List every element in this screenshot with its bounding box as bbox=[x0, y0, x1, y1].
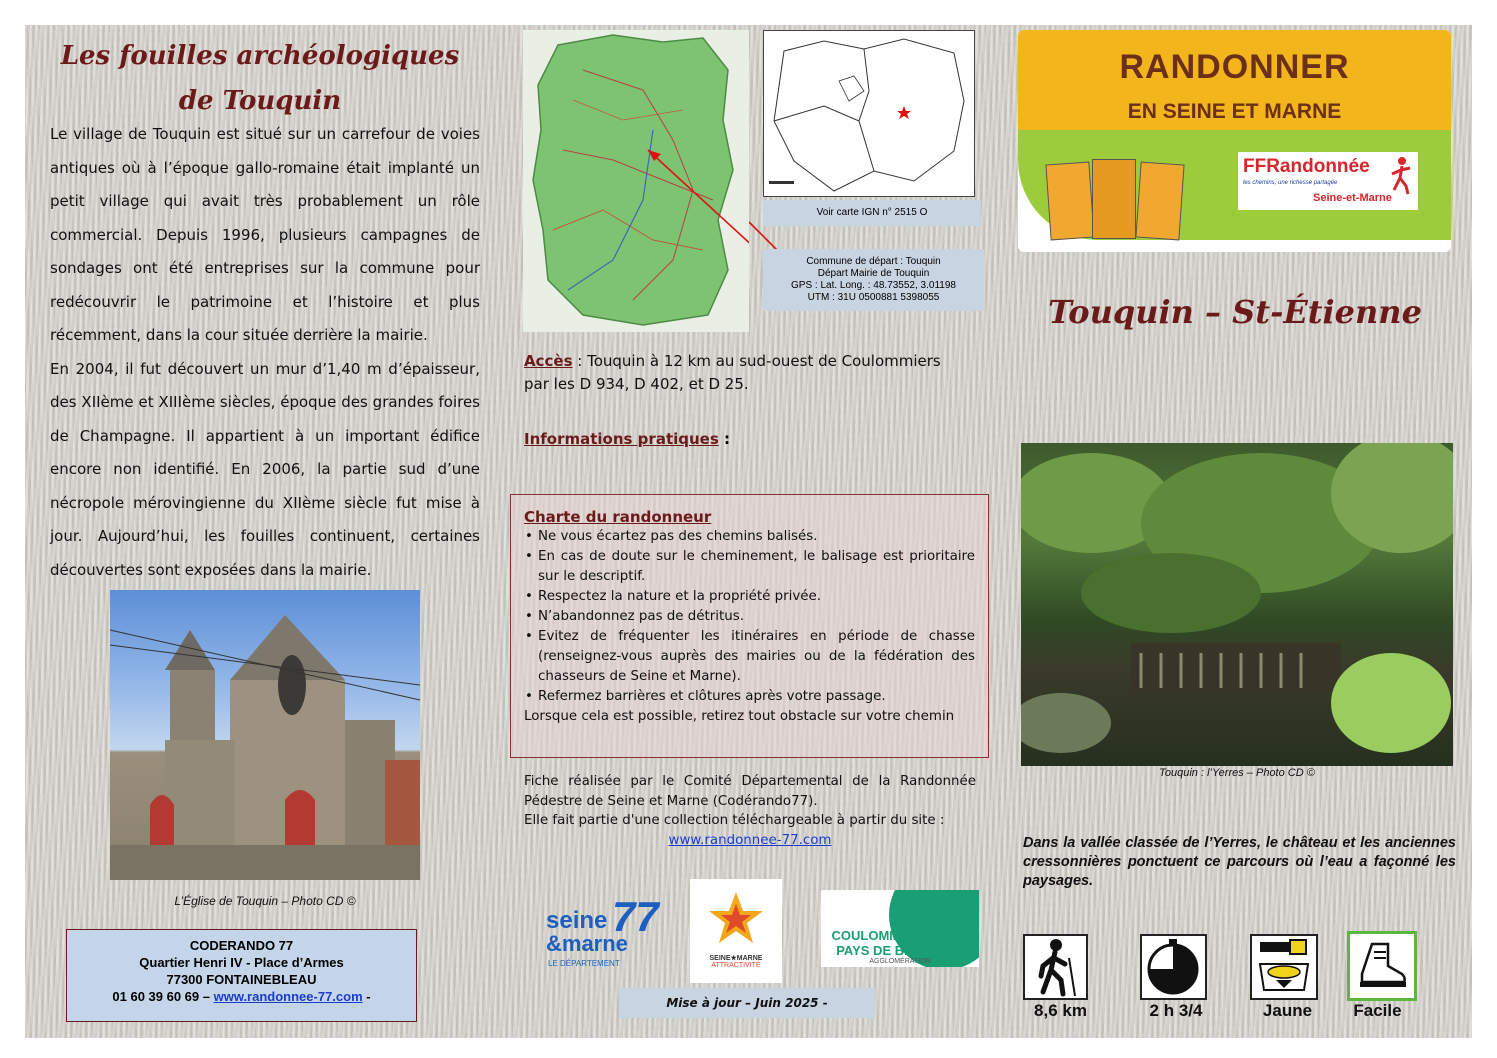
access-text: : Touquin à 12 km au sud-ouest de Coulommiers par les D 934, D 402, et D 25. bbox=[524, 352, 941, 393]
charte-closing: Lorsque cela est possible, retirez tout obstacle sur votre chemin bbox=[524, 709, 955, 724]
left-paragraph-2: En 2004, il fut découvert un mur d’1,40 m d’épaisseur, des XIIème et XIIIème siècles, époque des grandes foires de Champagne. Il appartient à un important édifice encore non identifié. En 2006, la partie sud d’une nécropole mérovingienne du XIIème siècle fut mise à jour. Aujourd’hui, les fouilles continuent, certaines découvertes sont exposées dans la mairie. bbox=[50, 359, 480, 579]
practical-info-label: Informations pratiques bbox=[524, 430, 719, 448]
coulommiers-line-2: PAYS DE BRIE bbox=[836, 943, 926, 958]
attractivite-logo bbox=[690, 879, 782, 983]
coulommiers-logo bbox=[821, 890, 979, 967]
left-paragraph-1: Le village de Touquin est situé sur un carrefour de voies antiques où à l’époque gallo-romaine était implanté un petit village qui avait très probablement un rôle commercial. Depuis 1996, plusieurs campagnes de sondages ont été entreprises sur la commune pour redécouvrir le patrimoine et l’histoire et plus récemment, dans la cour située derrière la mairie. bbox=[50, 125, 480, 344]
fiche-website-link[interactable]: www.randonnee-77.com bbox=[668, 832, 832, 848]
charte-box bbox=[510, 494, 989, 758]
departure-line-2: Départ Mairie de Touquin bbox=[817, 268, 930, 279]
contact-box bbox=[66, 929, 417, 1022]
fiche-link-row bbox=[524, 831, 976, 851]
charte-item: • Refermez barrières et clôtures après votre passage. bbox=[538, 687, 975, 707]
contact-address-2: 77300 FONTAINEBLEAU bbox=[166, 972, 317, 987]
update-date: Mise à jour – Juin 2025 - bbox=[619, 988, 875, 1018]
departure-info bbox=[763, 249, 984, 311]
ign-map-note: Voir carte IGN n° 2515 O bbox=[763, 200, 981, 226]
charte-item: • Respectez la nature et la propriété privée. bbox=[538, 587, 975, 607]
church-photo-caption: L’Église de Touquin – Photo CD © bbox=[174, 894, 356, 908]
charte-item: • Ne vous écartez pas des chemins balisés. bbox=[538, 527, 975, 547]
stat-marking: Jaune bbox=[1262, 1001, 1313, 1020]
ffr-walker-icon bbox=[1390, 156, 1414, 196]
randonner-banner bbox=[1018, 30, 1451, 252]
stat-difficulty: Facile bbox=[1353, 1001, 1402, 1020]
contact-name: CODERANDO 77 bbox=[189, 938, 294, 953]
charte-item: • En cas de doute sur le cheminement, le balisage est prioritaire sur le descriptif. bbox=[538, 547, 975, 587]
logo-seine-text: seine bbox=[546, 907, 608, 934]
paint-marker-icon bbox=[1250, 934, 1318, 1000]
left-title-line2: de Touquin bbox=[178, 86, 342, 116]
seine-et-marne-logo bbox=[540, 893, 665, 973]
contact-phone-line bbox=[67, 988, 416, 1005]
logo-marne-text: &marne bbox=[546, 931, 628, 956]
attractivite-line-1: SEINE★MARNE bbox=[709, 955, 763, 962]
river-photo-caption: Touquin : l’Yerres – Photo CD © bbox=[1159, 767, 1315, 779]
church-photo bbox=[110, 590, 420, 880]
charte-title: Charte du randonneur bbox=[524, 508, 712, 526]
ffr-sub-text: Seine-et-Marne bbox=[1313, 192, 1392, 204]
attractivite-line-2: ATTRACTIVITÉ bbox=[711, 962, 761, 969]
departure-line-4: UTM : 31U 0500881 5398055 bbox=[807, 292, 940, 303]
left-article bbox=[50, 118, 480, 587]
star-icon bbox=[706, 889, 766, 949]
river-photo bbox=[1021, 443, 1453, 766]
charte-item: • Evitez de fréquenter les itinéraires en période de chasse (renseignez-vous auprès des mairies ou de la fédération des chasseurs de Seine et Marne). bbox=[538, 627, 975, 687]
contact-address-1: Quartier Henri IV - Place d’Armes bbox=[139, 955, 344, 970]
practical-info-suffix: : bbox=[718, 430, 731, 448]
department-map bbox=[523, 30, 749, 332]
fiche-text-2: Elle fait partie d'une collection téléchargeable à partir du site : bbox=[524, 813, 945, 828]
practical-info-heading bbox=[524, 428, 964, 451]
locator-map bbox=[763, 30, 975, 197]
fiche-info bbox=[524, 772, 976, 850]
boot-icon bbox=[1347, 931, 1417, 1001]
contact-website-link[interactable]: www.randonnee-77.com bbox=[213, 989, 363, 1004]
clock-icon bbox=[1140, 934, 1207, 1000]
access-section bbox=[524, 350, 964, 396]
route-description: Dans la vallée classée de l’Yerres, le château et les anciennes cressonnières ponctuent ce parcours où l’eau a façonné les paysages. bbox=[1023, 835, 1456, 889]
ffrandonnee-logo bbox=[1238, 152, 1418, 210]
contact-trailing: - bbox=[362, 989, 371, 1004]
coulommiers-line-3: AGGLOMÉRATION bbox=[869, 958, 931, 965]
logo-77-mark: 77 bbox=[612, 893, 659, 940]
banner-title-1: RANDONNER bbox=[1119, 48, 1350, 86]
departure-line-1: Commune de départ : Touquin bbox=[806, 256, 941, 267]
route-title: Touquin – St-Étienne bbox=[1048, 293, 1422, 331]
left-title bbox=[40, 34, 480, 124]
left-title-line1: Les fouilles archéologiques bbox=[60, 41, 460, 71]
fiche-text: Fiche réalisée par le Comité Départemental de la Randonnée Pédestre de Seine et Marne (Codérando77). bbox=[524, 774, 976, 809]
contact-phone: 01 60 39 60 69 – bbox=[112, 989, 214, 1004]
charte-list bbox=[524, 527, 975, 707]
coulommiers-line-1: COULOMMIERS bbox=[831, 928, 931, 943]
logo-departement-text: LE DÉPARTEMENT bbox=[548, 959, 620, 968]
charte-item: • N’abandonnez pas de détritus. bbox=[538, 607, 975, 627]
ffr-tagline: les chemins, une richesse partagée bbox=[1243, 180, 1338, 186]
banner-title-2: EN SEINE ET MARNE bbox=[1127, 100, 1342, 123]
topo-guides-image bbox=[1048, 155, 1188, 240]
access-label: Accès bbox=[524, 352, 573, 370]
stat-duration: 2 h 3/4 bbox=[1149, 1001, 1203, 1020]
stat-distance: 8,6 km bbox=[1034, 1001, 1087, 1020]
departure-line-3: GPS : Lat. Long. : 48.73552, 3.01198 bbox=[791, 280, 956, 291]
ffr-main-text: FFRandonnée bbox=[1243, 156, 1370, 177]
hiker-icon bbox=[1023, 934, 1088, 1000]
